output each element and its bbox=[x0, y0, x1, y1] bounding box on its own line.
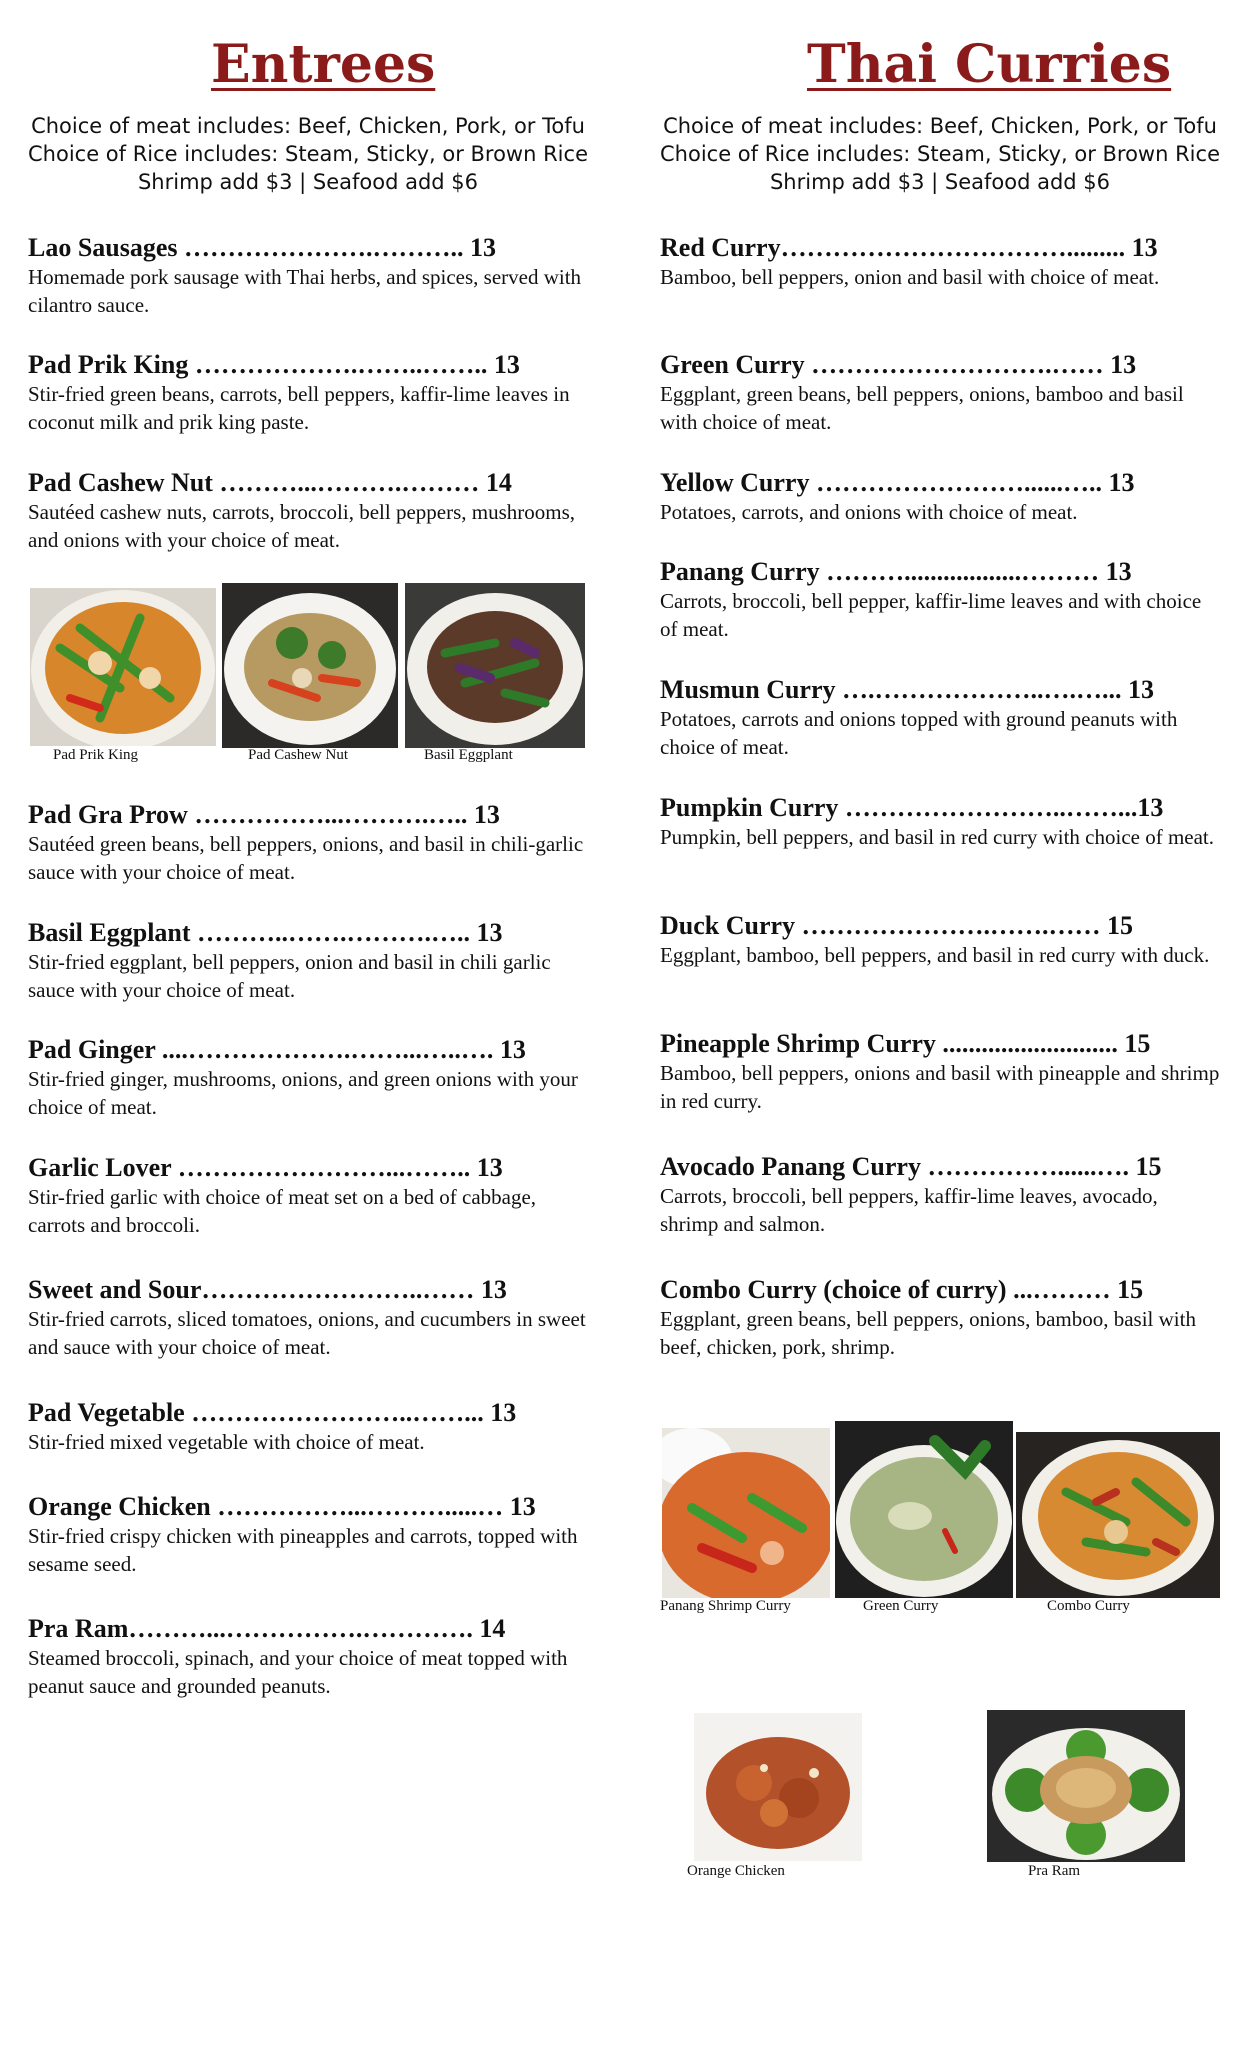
panang-curry-photo bbox=[662, 1428, 830, 1598]
curries-intro bbox=[660, 112, 1220, 196]
item-description: Eggplant, bamboo, bell peppers, and basil in red curry with duck. bbox=[660, 943, 1210, 967]
intro-line: Choice of Rice includes: Steam, Sticky, or Brown Rice bbox=[28, 142, 588, 166]
item-description: Stir-fried mixed vegetable with choice of meat. bbox=[28, 1430, 425, 1454]
photo-caption: Pad Cashew Nut bbox=[248, 747, 348, 763]
photo-caption: Combo Curry bbox=[1047, 1598, 1130, 1614]
menu-item-pad-ginger bbox=[28, 1035, 588, 1121]
item-title: Pad Gra Prow ……………...……….….. 13 bbox=[28, 800, 500, 829]
green-curry-photo bbox=[835, 1421, 1013, 1598]
menu-item-green-curry bbox=[660, 350, 1220, 436]
photo-caption: Green Curry bbox=[863, 1598, 939, 1614]
item-description: Eggplant, green beans, bell peppers, onions, bamboo, basil with beef, chicken, pork, shrimp. bbox=[660, 1307, 1196, 1359]
item-description: Sautéed green beans, bell peppers, onions, and basil in chili-garlic sauce with your choice of meat. bbox=[28, 832, 584, 884]
menu-item-pad-vegetable bbox=[28, 1398, 588, 1456]
item-description: Steamed broccoli, spinach, and your choice of meat topped with peanut sauce and grounded peanuts. bbox=[28, 1646, 568, 1698]
menu-item-pad-gra-prow bbox=[28, 800, 588, 886]
item-description: Potatoes, carrots, and onions with choice of meat. bbox=[660, 500, 1078, 524]
menu-item-pad-cashew-nut bbox=[28, 468, 588, 554]
menu-item-avocado-panang-curry bbox=[660, 1152, 1220, 1238]
menu-item-duck-curry bbox=[660, 911, 1220, 969]
menu-item-lao-sausages bbox=[28, 233, 588, 319]
item-description: Pumpkin, bell peppers, and basil in red curry with choice of meat. bbox=[660, 825, 1215, 849]
item-description: Stir-fried garlic with choice of meat set on a bed of cabbage, carrots and broccoli. bbox=[28, 1185, 537, 1237]
item-title: Orange Chicken ……………...……….....… 13 bbox=[28, 1492, 536, 1521]
item-title: Basil Eggplant ………..…….……….….. 13 bbox=[28, 918, 503, 947]
menu-item-combo-curry bbox=[660, 1275, 1220, 1361]
item-description: Homemade pork sausage with Thai herbs, and spices, served with cilantro sauce. bbox=[28, 265, 582, 317]
item-title: Avocado Panang Curry ……………......…. 15 bbox=[660, 1152, 1162, 1181]
stir-fry-dish-photo bbox=[222, 583, 398, 748]
photo-caption: Pad Prik King bbox=[53, 747, 139, 763]
item-description: Eggplant, green beans, bell peppers, onions, bamboo and basil with choice of meat. bbox=[660, 382, 1184, 434]
eggplant-dish-photo bbox=[405, 583, 585, 748]
menu-item-red-curry bbox=[660, 233, 1220, 291]
item-title: Sweet and Sour……………………..…… 13 bbox=[28, 1275, 507, 1304]
intro-line: Choice of meat includes: Beef, Chicken, Pork, or Tofu bbox=[663, 114, 1217, 138]
item-title: Pumpkin Curry ……………………..……...13 bbox=[660, 793, 1164, 822]
item-description: Stir-fried crispy chicken with pineapples and carrots, topped with sesame seed. bbox=[28, 1524, 578, 1576]
intro-line: Shrimp add $3 | Seafood add $6 bbox=[769, 170, 1111, 194]
intro-line: Shrimp add $3 | Seafood add $6 bbox=[137, 170, 479, 194]
menu-item-pad-prik-king bbox=[28, 350, 588, 436]
menu-item-yellow-curry bbox=[660, 468, 1220, 526]
item-description: Stir-fried green beans, carrots, bell peppers, kaffir-lime leaves in coconut milk and prik king paste. bbox=[28, 382, 570, 434]
photo-caption: Orange Chicken bbox=[687, 1863, 785, 1879]
menu-item-panang-curry bbox=[660, 557, 1220, 643]
item-title: Green Curry ……………………….…… 13 bbox=[660, 350, 1137, 379]
orange-chicken-photo bbox=[694, 1713, 862, 1861]
item-title: Pineapple Shrimp Curry ........................... 15 bbox=[660, 1029, 1151, 1058]
curry-dish-photo bbox=[30, 588, 216, 746]
menu-item-orange-chicken bbox=[28, 1492, 588, 1578]
item-title: Garlic Lover ……………………...…….. 13 bbox=[28, 1153, 503, 1182]
photo-caption: Pra Ram bbox=[1028, 1863, 1081, 1879]
item-description: Stir-fried carrots, sliced tomatoes, onions, and cucumbers in sweet and sauce with your choice of meat. bbox=[28, 1307, 586, 1359]
item-title: Red Curry……………………………......... 13 bbox=[660, 233, 1158, 262]
item-title: Combo Curry (choice of curry) ...……… 15 bbox=[660, 1275, 1144, 1304]
item-title: Yellow Curry ……………………......….. 13 bbox=[660, 468, 1135, 497]
item-description: Potatoes, carrots and onions topped with ground peanuts with choice of meat. bbox=[660, 707, 1178, 759]
item-description: Bamboo, bell peppers, onions and basil with pineapple and shrimp in red curry. bbox=[660, 1061, 1220, 1113]
menu-item-garlic-lover bbox=[28, 1153, 588, 1239]
item-title: Pad Ginger ....……………….……...…..…. 13 bbox=[28, 1035, 526, 1064]
entrees-intro bbox=[28, 112, 588, 196]
pra-ram-photo bbox=[987, 1710, 1185, 1862]
menu-item-pineapple-shrimp-curry bbox=[660, 1029, 1220, 1115]
entrees-heading: Entrees bbox=[211, 34, 436, 95]
menu-item-sweet-and-sour bbox=[28, 1275, 588, 1361]
item-description: Stir-fried ginger, mushrooms, onions, and green onions with your choice of meat. bbox=[28, 1067, 578, 1119]
menu-item-musmun-curry bbox=[660, 675, 1220, 761]
item-description: Bamboo, bell peppers, onion and basil with choice of meat. bbox=[660, 265, 1160, 289]
curries-heading: Thai Curries bbox=[807, 34, 1172, 95]
item-description: Carrots, broccoli, bell peppers, kaffir-lime leaves, avocado, shrimp and salmon. bbox=[660, 1184, 1158, 1236]
intro-line: Choice of meat includes: Beef, Chicken, Pork, or Tofu bbox=[31, 114, 585, 138]
item-title: Pad Vegetable ……………………..……... 13 bbox=[28, 1398, 517, 1427]
item-title: Pad Cashew Nut ………...……….……… 14 bbox=[28, 468, 512, 497]
intro-line: Choice of Rice includes: Steam, Sticky, or Brown Rice bbox=[660, 142, 1220, 166]
item-title: Duck Curry ………………….…….…… 15 bbox=[660, 911, 1134, 940]
item-title: Panang Curry ………..................……… 13 bbox=[660, 557, 1132, 586]
item-description: Sautéed cashew nuts, carrots, broccoli, bell peppers, mushrooms, and onions with your choice of meat. bbox=[28, 500, 576, 552]
item-title: Lao Sausages ………………….……….. 13 bbox=[28, 233, 497, 262]
photo-caption: Basil Eggplant bbox=[424, 747, 513, 763]
item-title: Pra Ram………...…………….…………. 14 bbox=[28, 1614, 506, 1643]
combo-curry-photo bbox=[1016, 1432, 1220, 1598]
photo-caption: Panang Shrimp Curry bbox=[660, 1598, 791, 1614]
menu-item-pumpkin-curry bbox=[660, 793, 1220, 851]
menu-item-pra-ram bbox=[28, 1614, 588, 1700]
item-title: Pad Prik King ……………….……..…….. 13 bbox=[28, 350, 520, 379]
item-description: Carrots, broccoli, bell pepper, kaffir-lime leaves and with choice of meat. bbox=[660, 589, 1202, 641]
item-title: Musmun Curry ….………………..….…... 13 bbox=[660, 675, 1155, 704]
menu-item-basil-eggplant bbox=[28, 918, 588, 1004]
item-description: Stir-fried eggplant, bell peppers, onion and basil in chili garlic sauce with your choice of meat. bbox=[28, 950, 551, 1002]
